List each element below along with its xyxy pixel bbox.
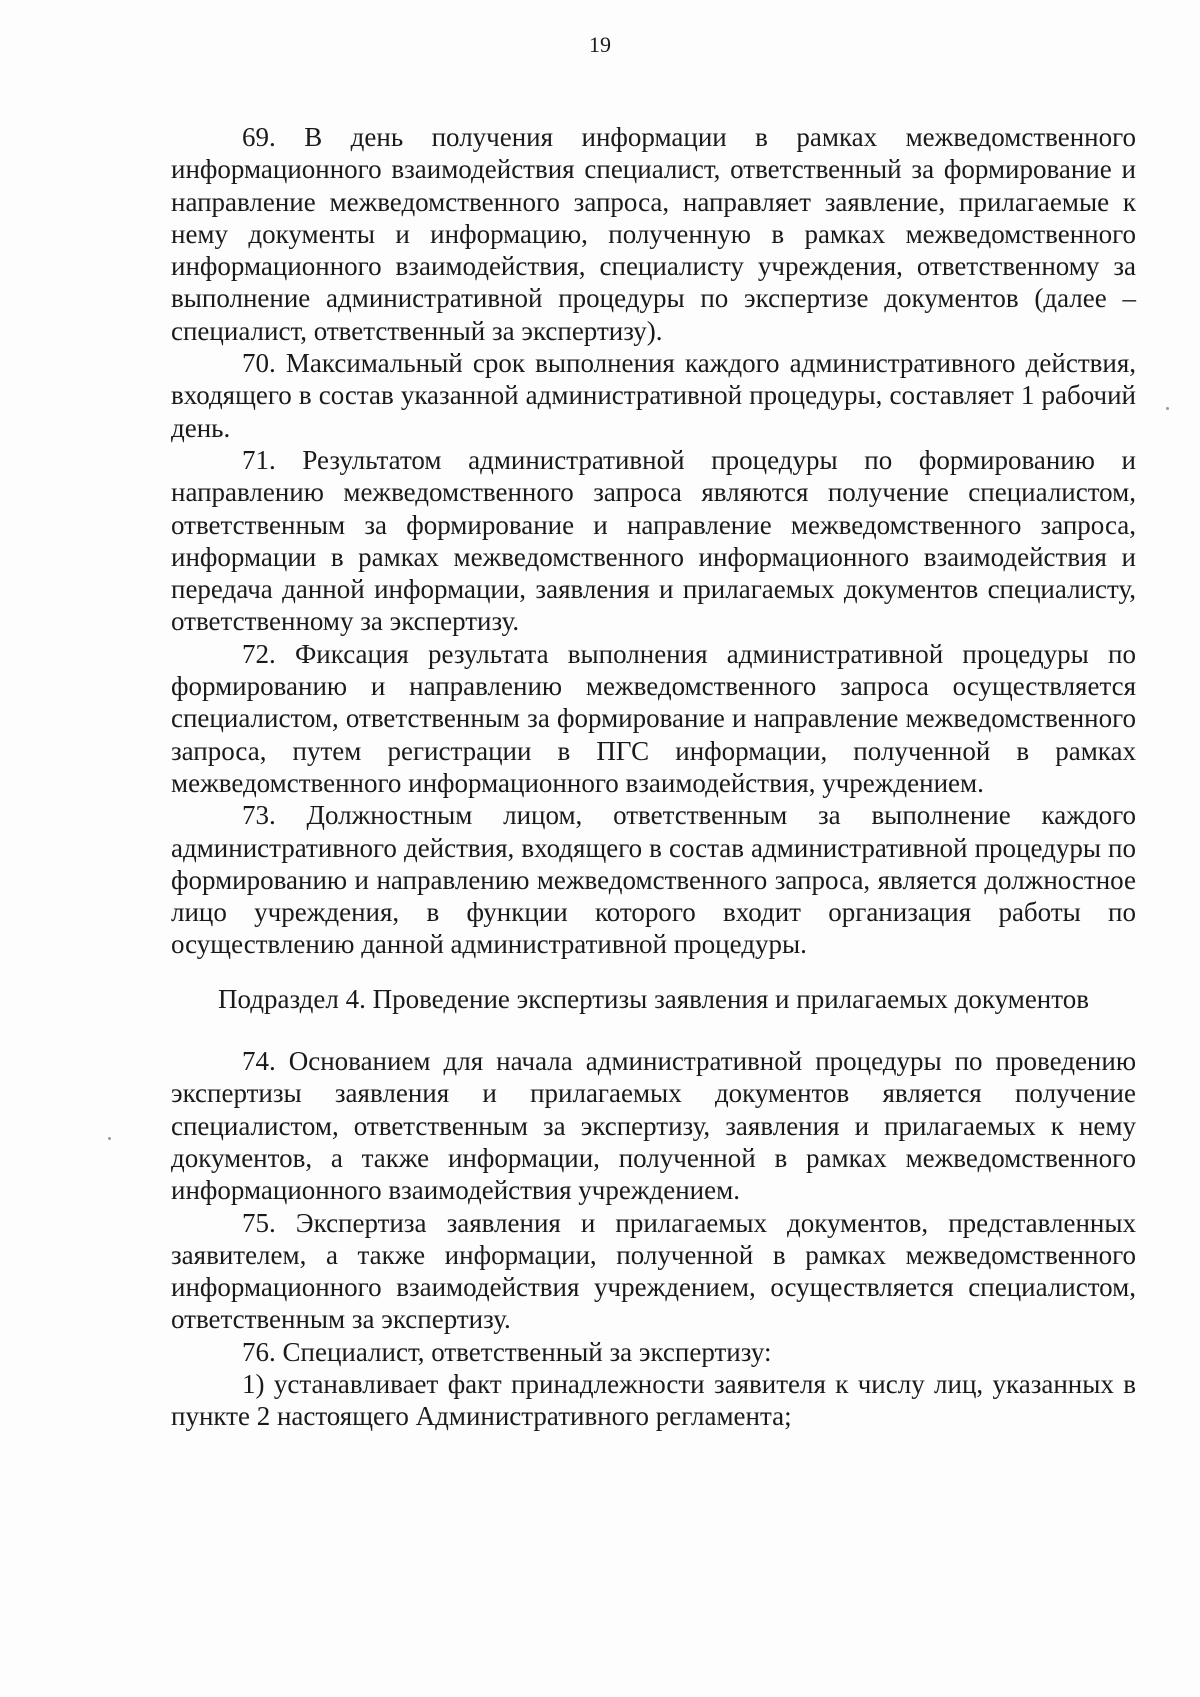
subsection-title: Подраздел 4. Проведение экспертизы заявления и прилагаемых документов xyxy=(218,983,1089,1014)
document-body xyxy=(171,121,1136,1433)
page-number: 19 xyxy=(589,32,611,57)
paragraph-73: 73. Должностным лицом, ответственным за выполнение каждого административного действия, входящего в состав административной процедуры по формированию и направлению межведомственного запроса, является должностное лицо учреждения, в функции которого входит организация работы по осуществлению данной административной процедуры. xyxy=(171,800,1136,960)
paragraph-72: 72. Фиксация результата выполнения административной процедуры по формированию и направлению межведомственного запроса осуществляется специалистом, ответственным за формирование и направление межведомственного запроса, путем регистрации в ПГС информации, полученной в рамках межведомственного информационного взаимодействия, учреждением. xyxy=(171,638,1136,798)
paragraph-74: 74. Основанием для начала административной процедуры по проведению экспертизы заявления и прилагаемых документов является получение специалистом, ответственным за экспертизу, заявления и прилагаемых к нему документов, а также информации, полученной в рамках межведомственного информационного взаимодействия учреждением. xyxy=(171,1046,1136,1206)
scan-speck xyxy=(108,1137,111,1140)
paragraph-70: 70. Максимальный срок выполнения каждого административного действия, входящего в состав указанной административной процедуры, составляет 1 рабочий день. xyxy=(171,348,1136,443)
paragraph-69: 69. В день получения информации в рамках межведомственного информационного взаимодействия специалист, ответственный за формирование и направление межведомственного запроса, направляет заявление, прилагаемые к нему документы и информацию, полученную в рамках межведомственного информационного взаимодействия, специалисту учреждения, ответственному за выполнение административной процедуры по экспертизе документов (далее – специалист, ответственный за экспертизу). xyxy=(171,122,1136,346)
scan-speck xyxy=(1166,407,1169,410)
paragraph-71: 71. Результатом административной процедуры по формированию и направлению межведомственного запроса являются получение специалистом, ответственным за формирование и направление межведомственного запроса, информации в рамках межведомственного информационного взаимодействия и передача данной информации, заявления и прилагаемых документов специалисту, ответственному за экспертизу. xyxy=(171,444,1136,637)
paragraph-76: 76. Специалист, ответственный за экспертизу: xyxy=(242,1336,772,1367)
list-item-1: 1) устанавливает факт принадлежности заявителя к числу лиц, указанных в пункте 2 настоящего Административного регламента; xyxy=(171,1368,1136,1432)
paragraph-75: 75. Экспертиза заявления и прилагаемых документов, представленных заявителем, а также информации, полученной в рамках межведомственного информационного взаимодействия учреждением, осуществляется специалистом, ответственным за экспертизу. xyxy=(171,1207,1136,1335)
